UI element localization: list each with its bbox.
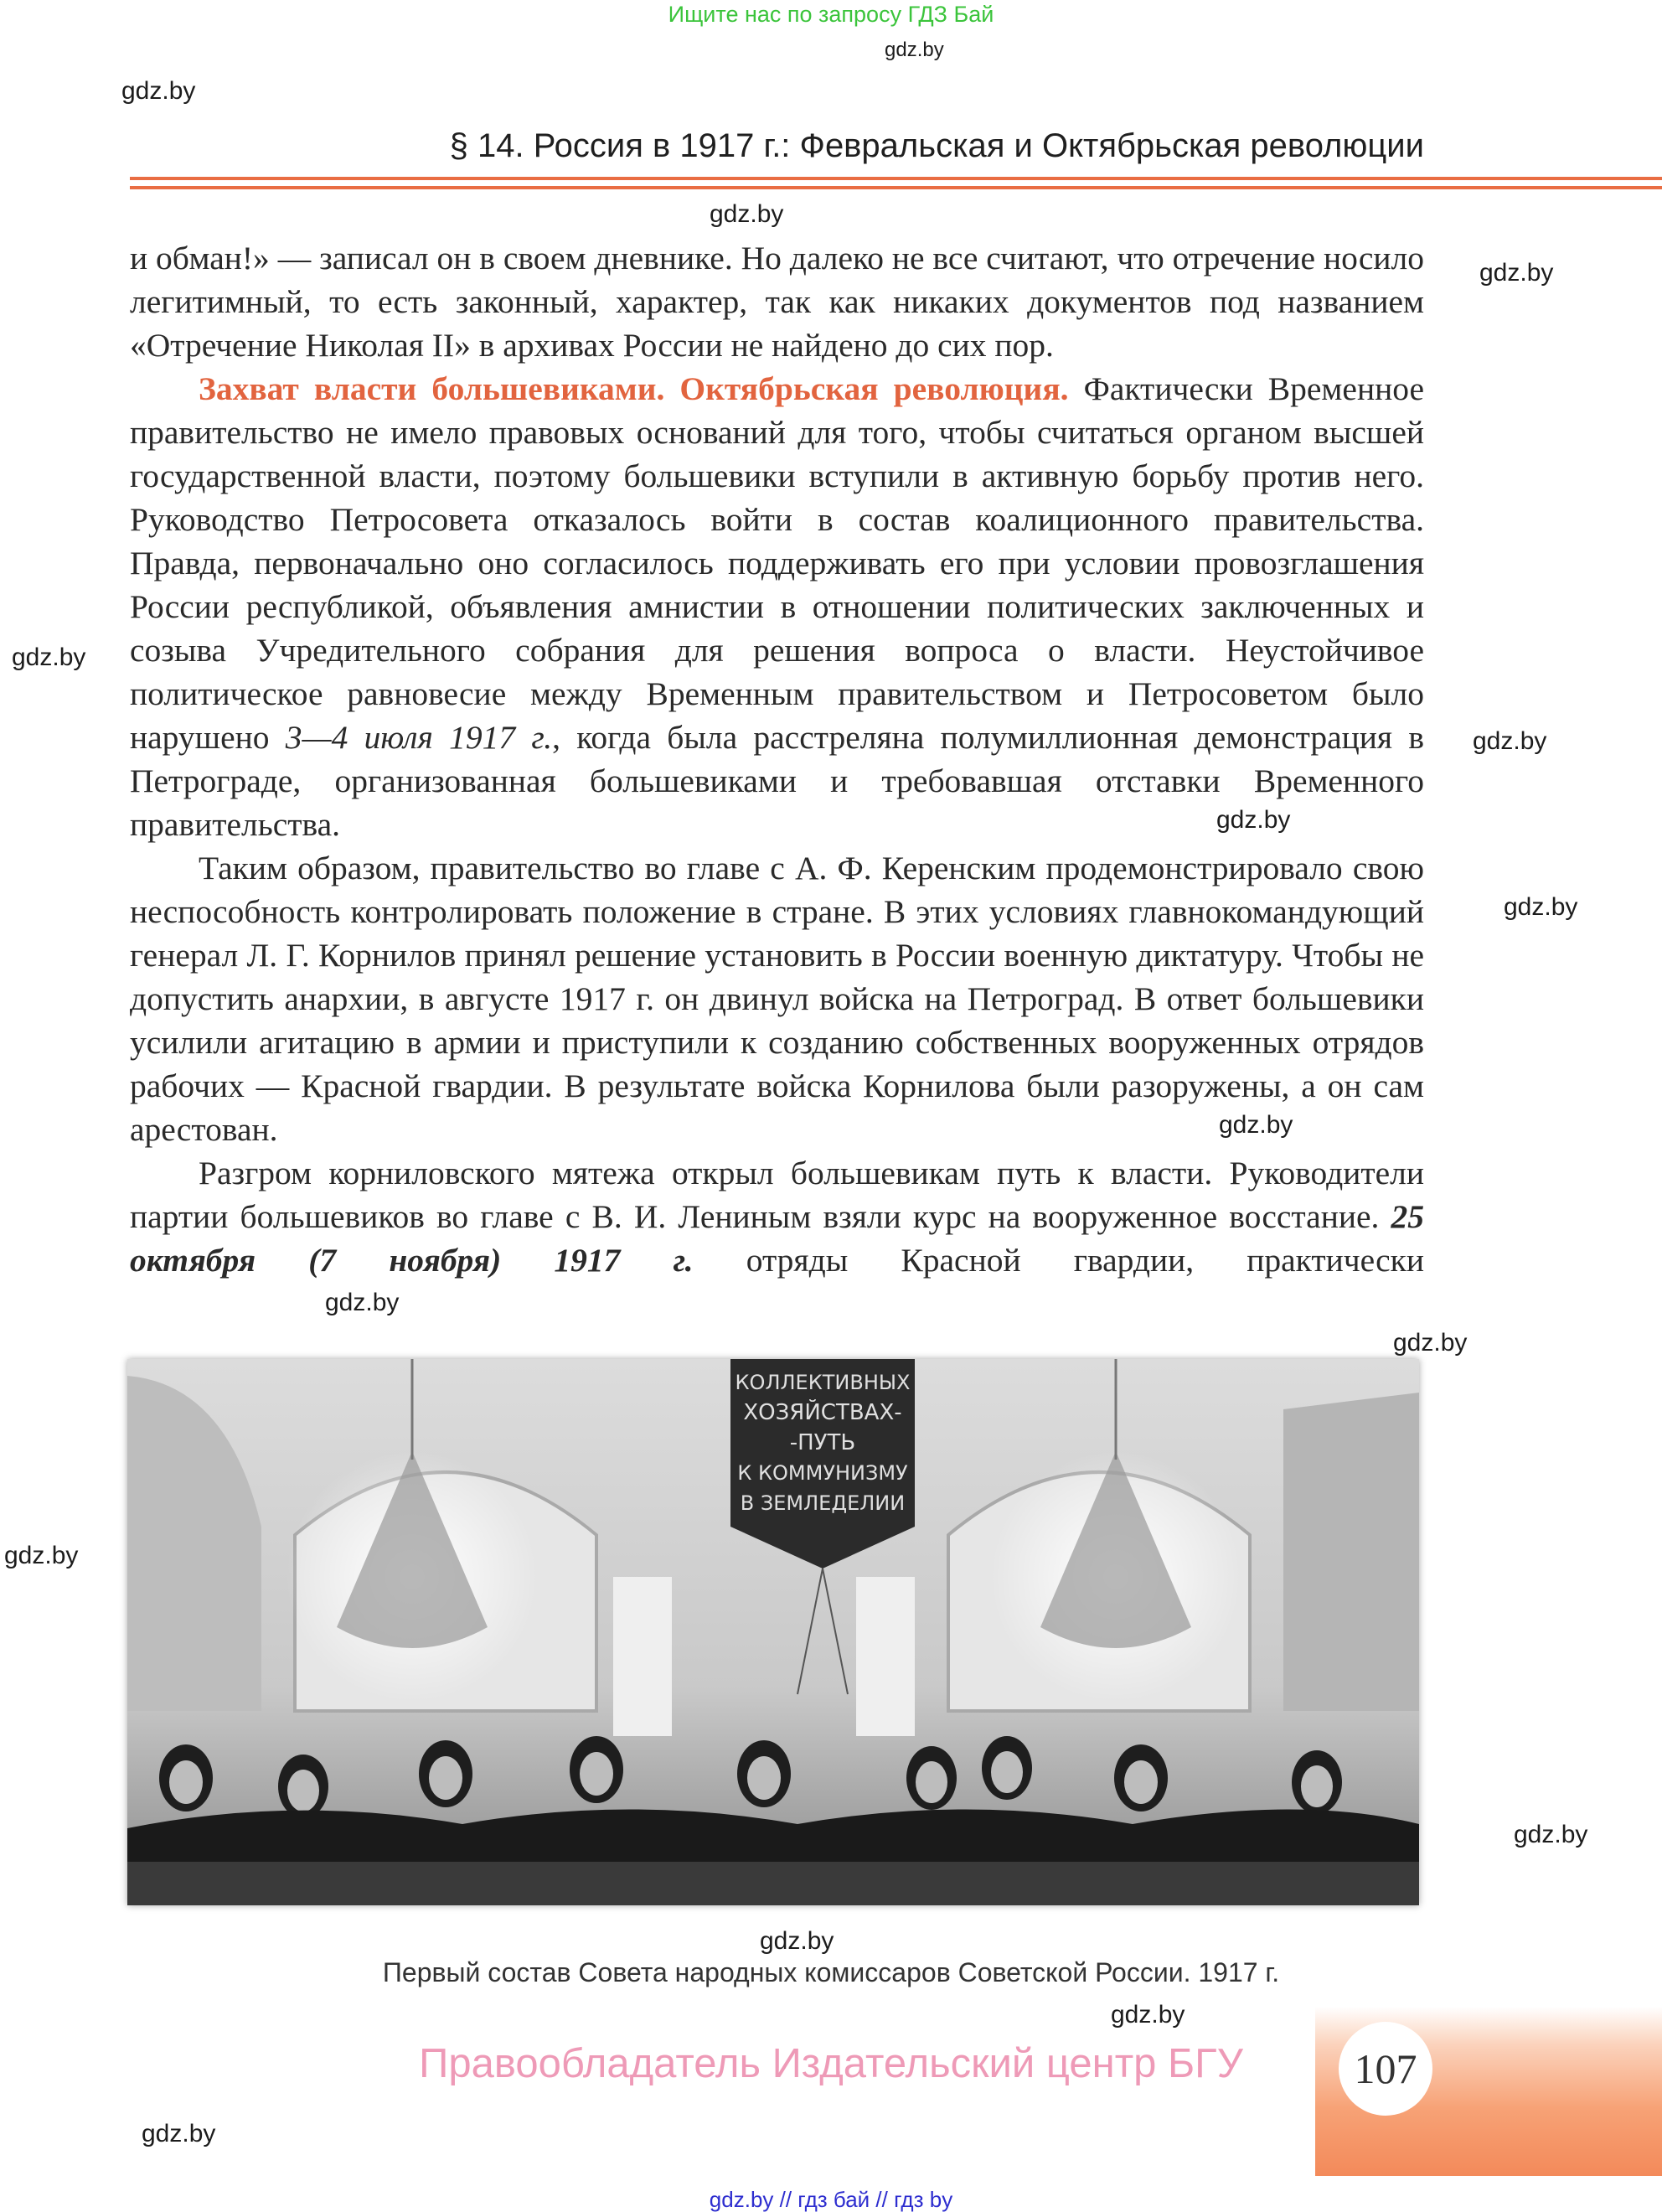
chapter-title: § 14. Россия в 1917 г.: Февральская и Октябрьская революции xyxy=(449,127,1424,164)
banner-line: К КОММУНИЗМУ xyxy=(737,1461,908,1485)
paragraph-1-text: и обман!» — записал он в своем дневнике. Но далеко не все считают, что отречение носило легитимный, то есть законный, характер, так как никаких документов под названием «Отречение Николая II» в архивах России не найдено до сих пор. xyxy=(130,240,1424,364)
publisher-footer: Правообладатель Издательский центр БГУ xyxy=(419,2041,1243,2086)
watermark: gdz.by xyxy=(325,1289,400,1316)
section-heading: Захват власти большевиками. Октябрьская революция. xyxy=(199,370,1069,407)
photo-caption: Первый состав Совета народных комиссаров Советской России. 1917 г. xyxy=(382,1957,1280,1987)
watermark: gdz.by xyxy=(1504,893,1578,921)
paragraph-3-text: Таким образом, правительство во главе с А. Ф. Керенским продемонстрировало свою неспособность контролировать положение в стране. В этих условиях главнокомандующий генерал Л. Г. Корнилов принял решение установить в России военную диктатуру. Чтобы не допустить анархии, в августе 1917 г. он двинул войска на Петроград. В ответ большевики усилили агитацию в армии и приступили к созданию собственных вооруженных отрядов рабочих — Красной гвардии. В результате войска Корнилова были разоружены, а он сам арестован. xyxy=(130,850,1424,1148)
paragraph-2-text-a: Фактически Временное правительство не имело правовых оснований для того, чтобы считаться органом высшей государственной власти, поэтому большевики вступили в активную борьбу против него. Руководство Петросовета отказалось войти в состав коалиционного правительства. Правда, первоначально оно согласилось поддерживать его при условии провозглашения России республикой, объявления амнистии в отношении политических заключенных и созыва Учредительного собрания для решения вопроса о власти. Неустойчивое политическое равновесие между Временным правительством и Петросоветом было нарушено xyxy=(130,370,1424,756)
paragraph-4-text-b: отряды Красной гвардии, практически xyxy=(693,1242,1424,1279)
banner-line: КОЛЛЕКТИВНЫХ xyxy=(735,1371,911,1394)
photo-illustration xyxy=(127,1359,1419,1905)
paragraph-4-text-a: Разгром корниловского мятежа открыл большевикам путь к власти. Руководители партии большевиков во главе с В. И. Лениным взяли курс на вооруженное восстание. xyxy=(130,1155,1424,1235)
watermark: gdz.by xyxy=(12,643,86,671)
watermark: gdz.by xyxy=(4,1542,79,1569)
watermark: gdz.by xyxy=(1514,1821,1588,1848)
watermark: gdz.by xyxy=(1216,806,1291,834)
historical-photo xyxy=(127,1359,1419,1905)
bottom-links[interactable]: gdz.by // гдз бай // гдз by xyxy=(709,2187,953,2212)
header-rule xyxy=(130,177,1662,180)
paragraph-4 xyxy=(130,1151,1424,1282)
watermark: gdz.by xyxy=(710,200,784,228)
watermark: gdz.by xyxy=(1111,2001,1185,2029)
banner-line: В ЗЕМЛЕДЕЛИИ xyxy=(740,1491,906,1515)
watermark: gdz.by xyxy=(1479,259,1554,287)
header-rule xyxy=(130,186,1662,189)
paragraph-2-date: 3—4 июля 1917 г. xyxy=(285,719,553,756)
paragraph-2 xyxy=(130,367,1424,846)
banner xyxy=(730,1359,915,1569)
banner-line: -ПУТЬ xyxy=(789,1430,856,1455)
page-number: 107 xyxy=(1354,2045,1417,2092)
watermark: gdz.by xyxy=(1473,727,1547,755)
watermark: gdz.by xyxy=(760,1927,834,1955)
banner-line: ХОЗЯЙСТВАХ- xyxy=(743,1400,902,1425)
top-search-banner: Ищите нас по запросу ГДЗ Бай xyxy=(668,2,994,27)
watermark-top: gdz.by xyxy=(885,39,944,61)
watermark: gdz.by xyxy=(1219,1111,1293,1139)
watermark: gdz.by xyxy=(1393,1329,1468,1357)
paragraph-3 xyxy=(130,846,1424,1151)
watermark: gdz.by xyxy=(121,77,196,105)
paragraph-4-date: 25 октября (7 ноября) 1917 г. xyxy=(130,1198,1424,1279)
paragraph-1 xyxy=(130,236,1424,367)
paragraph-2-text-b: , когда была расстреляна полумиллионная демонстрация в Петрограде, организованная большевиками и требовавшая отставки Временного правительства. xyxy=(130,719,1424,843)
watermark: gdz.by xyxy=(142,2120,216,2147)
